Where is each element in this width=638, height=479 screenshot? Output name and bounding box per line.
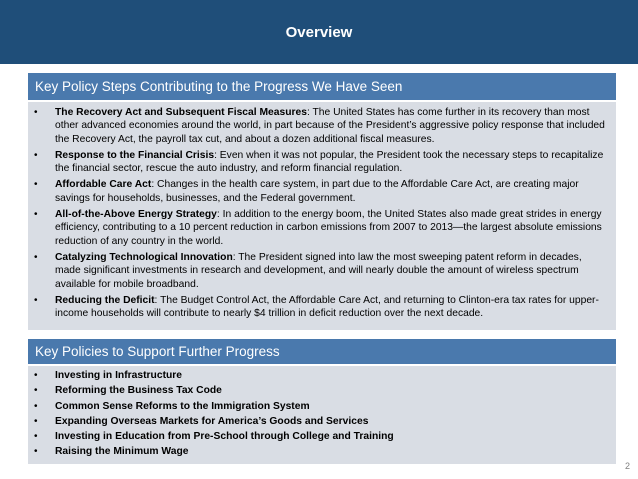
item-lead: Common Sense Reforms to the Immigration System xyxy=(55,400,310,412)
item-text: : Even when it was not popular, the President took the necessary steps to recapitalize the financial sector, rescue the auto industry, and reform financial regulation. xyxy=(55,149,604,175)
item-text: : The Budget Control Act, the Affordable Care Act, and returning to Clinton-era tax rates for upper-income households will contribute to nearly $4 trillion in deficit reduction over the next decade. xyxy=(55,294,599,320)
item-text: : The United States has come further in its recovery than most other advanced economies around the world, in part because of the President’s aggressive policy response that included the Recovery Act, the payroll tax cut, and about a dozen additional fiscal measures. xyxy=(55,107,605,145)
item-lead: Raising the Minimum Wage xyxy=(55,446,189,458)
bullet-icon: • xyxy=(34,385,38,397)
item-lead: Investing in Infrastructure xyxy=(55,370,183,381)
list-item xyxy=(32,294,610,321)
further-progress-list xyxy=(32,369,610,459)
bullet-icon: • xyxy=(34,431,38,443)
list-item xyxy=(32,178,610,205)
bullet-icon: • xyxy=(34,400,38,412)
section-body-policy-steps xyxy=(28,102,616,330)
bullet-icon: • xyxy=(34,179,38,191)
item-lead: Response to the Financial Crisis xyxy=(55,149,215,161)
title-banner xyxy=(0,0,638,64)
item-lead: All-of-the-Above Energy Strategy xyxy=(55,209,217,221)
bullet-icon: • xyxy=(34,415,38,427)
item-lead: Investing in Education from Pre-School through College and Training xyxy=(55,431,394,443)
item-lead: The Recovery Act and Subsequent Fiscal Measures xyxy=(55,107,307,118)
item-lead: Expanding Overseas Markets for America’s Goods and Services xyxy=(55,415,369,427)
list-item xyxy=(32,430,610,443)
item-text: : In addition to the energy boom, the United States also made great strides in energy efficiency, contributing to a 10 percent reduction in carbon emissions from 2007 to 2013—the largest absolute emissions reduction of any country in the world. xyxy=(55,209,602,247)
item-text: : Changes in the health care system, in part due to the Affordable Care Act, are creating major savings for households, businesses, and the Federal government. xyxy=(55,179,579,204)
bullet-icon: • xyxy=(34,149,38,161)
item-lead: Reforming the Business Tax Code xyxy=(55,385,222,397)
bullet-icon: • xyxy=(34,370,38,381)
section-heading-further-progress: Key Policies to Support Further Progress xyxy=(28,339,616,364)
page-number: 2 xyxy=(624,461,630,471)
list-item xyxy=(32,208,610,248)
list-item xyxy=(32,106,610,146)
item-lead: Catalyzing Technological Innovation xyxy=(55,251,233,263)
page-title: Overview xyxy=(285,23,353,41)
list-item xyxy=(32,384,610,397)
bullet-icon: • xyxy=(34,294,38,306)
bullet-icon: • xyxy=(34,446,38,458)
section-heading-policy-steps: Key Policy Steps Contributing to the Progress We Have Seen xyxy=(28,73,616,100)
item-lead: Affordable Care Act xyxy=(55,179,152,191)
bullet-icon: • xyxy=(34,209,38,221)
policy-steps-list xyxy=(32,106,610,320)
list-item xyxy=(32,445,610,458)
list-item xyxy=(32,369,610,382)
item-lead: Reducing the Deficit xyxy=(55,294,155,306)
bullet-icon: • xyxy=(34,251,38,263)
list-item xyxy=(32,149,610,176)
bullet-icon: • xyxy=(34,107,38,118)
section-body-further-progress xyxy=(28,366,616,464)
list-item xyxy=(32,415,610,428)
item-text: : The President signed into law the most sweeping patent reform in decades, made significant investments in research and development, and will nearly double the amount of wireless spectrum available for mobile broadband. xyxy=(55,251,582,290)
list-item xyxy=(32,400,610,413)
list-item xyxy=(32,251,610,291)
